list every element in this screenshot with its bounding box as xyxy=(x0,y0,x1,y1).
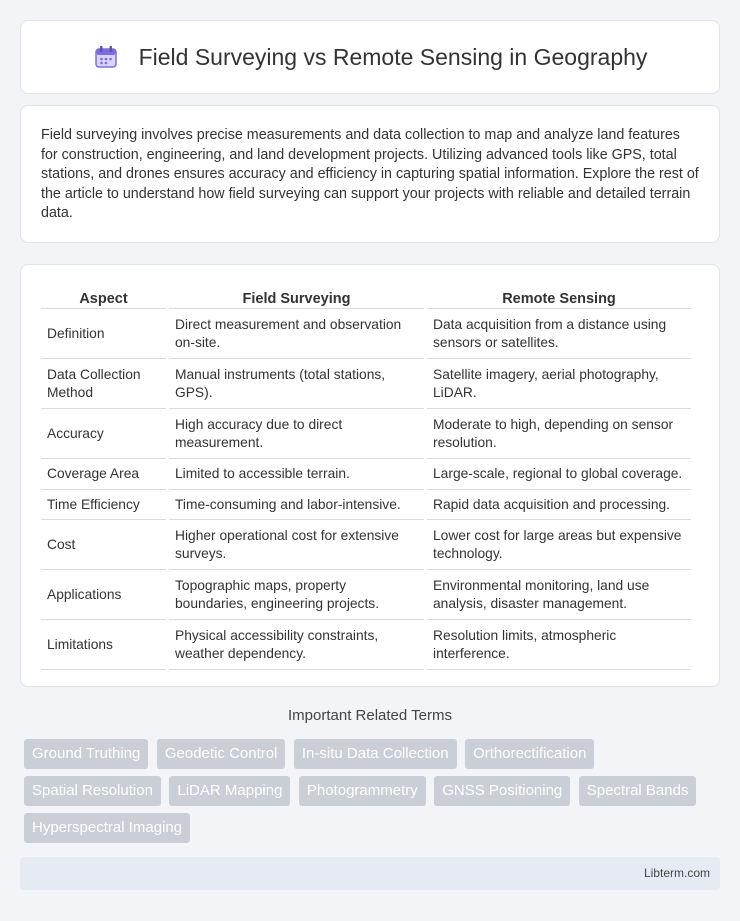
row-field-surveying: Manual instruments (total stations, GPS). xyxy=(169,359,424,409)
row-aspect: Accuracy xyxy=(41,409,166,459)
table-row xyxy=(41,520,691,570)
term-tag[interactable]: Geodetic Control xyxy=(157,739,286,769)
row-remote-sensing: Environmental monitoring, land use analysis, disaster management. xyxy=(427,570,691,620)
calendar-icon xyxy=(93,44,119,70)
row-remote-sensing: Large-scale, regional to global coverage. xyxy=(427,459,691,490)
row-aspect: Limitations xyxy=(41,620,166,670)
row-remote-sensing: Data acquisition from a distance using sensors or satellites. xyxy=(427,309,691,359)
row-field-surveying: Topographic maps, property boundaries, engineering projects. xyxy=(169,570,424,620)
term-tag[interactable]: Ground Truthing xyxy=(24,739,148,769)
intro-paragraph: Field surveying involves precise measurements and data collection to map and analyze land features for construction, engineering, and land development projects. Utilizing advanced tools like GPS, total stations, and drones ensures accuracy and efficiency in capturing spatial information. Explore the rest of the article to understand how field surveying can support your projects with reliable and detailed terrain data. xyxy=(41,127,699,221)
row-aspect: Cost xyxy=(41,520,166,570)
page-title: Field Surveying vs Remote Sensing in Geography xyxy=(138,43,648,70)
term-tag[interactable]: Orthorectification xyxy=(465,739,594,769)
term-tag[interactable]: Spatial Resolution xyxy=(24,776,161,806)
table-header-row xyxy=(41,285,691,309)
table-row xyxy=(41,459,691,490)
row-field-surveying: Limited to accessible terrain. xyxy=(169,459,424,490)
row-remote-sensing: Rapid data acquisition and processing. xyxy=(427,490,691,521)
term-tag[interactable]: Photogrammetry xyxy=(299,776,426,806)
row-field-surveying: High accuracy due to direct measurement. xyxy=(169,409,424,459)
row-remote-sensing: Resolution limits, atmospheric interference. xyxy=(427,620,691,670)
header-field-surveying: Field Surveying xyxy=(169,285,424,309)
row-aspect: Data Collection Method xyxy=(41,359,166,409)
row-aspect: Definition xyxy=(41,309,166,359)
footer xyxy=(20,857,720,890)
term-tag[interactable]: Spectral Bands xyxy=(579,776,697,806)
table-row xyxy=(41,309,691,359)
footer-site-link[interactable]: Libterm.com xyxy=(643,866,710,880)
row-field-surveying: Higher operational cost for extensive surveys. xyxy=(169,520,424,570)
row-remote-sensing: Lower cost for large areas but expensive technology. xyxy=(427,520,691,570)
row-remote-sensing: Moderate to high, depending on sensor resolution. xyxy=(427,409,691,459)
table-row xyxy=(41,570,691,620)
title-card xyxy=(20,20,720,94)
table-row xyxy=(41,409,691,459)
term-tag[interactable]: GNSS Positioning xyxy=(434,776,570,806)
table-row xyxy=(41,490,691,521)
row-aspect: Coverage Area xyxy=(41,459,166,490)
row-remote-sensing: Satellite imagery, aerial photography, LiDAR. xyxy=(427,359,691,409)
term-tag[interactable]: LiDAR Mapping xyxy=(169,776,290,806)
header-aspect: Aspect xyxy=(41,285,166,309)
intro-card xyxy=(20,105,720,243)
related-terms-title: Important Related Terms xyxy=(288,707,452,724)
row-aspect: Applications xyxy=(41,570,166,620)
term-tag[interactable]: Hyperspectral Imaging xyxy=(24,813,190,843)
term-tag[interactable]: In-situ Data Collection xyxy=(294,739,457,769)
comparison-table xyxy=(38,285,694,670)
header-remote-sensing: Remote Sensing xyxy=(427,285,691,309)
row-field-surveying: Physical accessibility constraints, weather dependency. xyxy=(169,620,424,670)
table-row xyxy=(41,620,691,670)
row-field-surveying: Direct measurement and observation on-site. xyxy=(169,309,424,359)
row-aspect: Time Efficiency xyxy=(41,490,166,521)
table-row xyxy=(41,359,691,409)
row-field-surveying: Time-consuming and labor-intensive. xyxy=(169,490,424,521)
related-terms-list xyxy=(24,739,724,850)
comparison-card xyxy=(20,264,720,687)
